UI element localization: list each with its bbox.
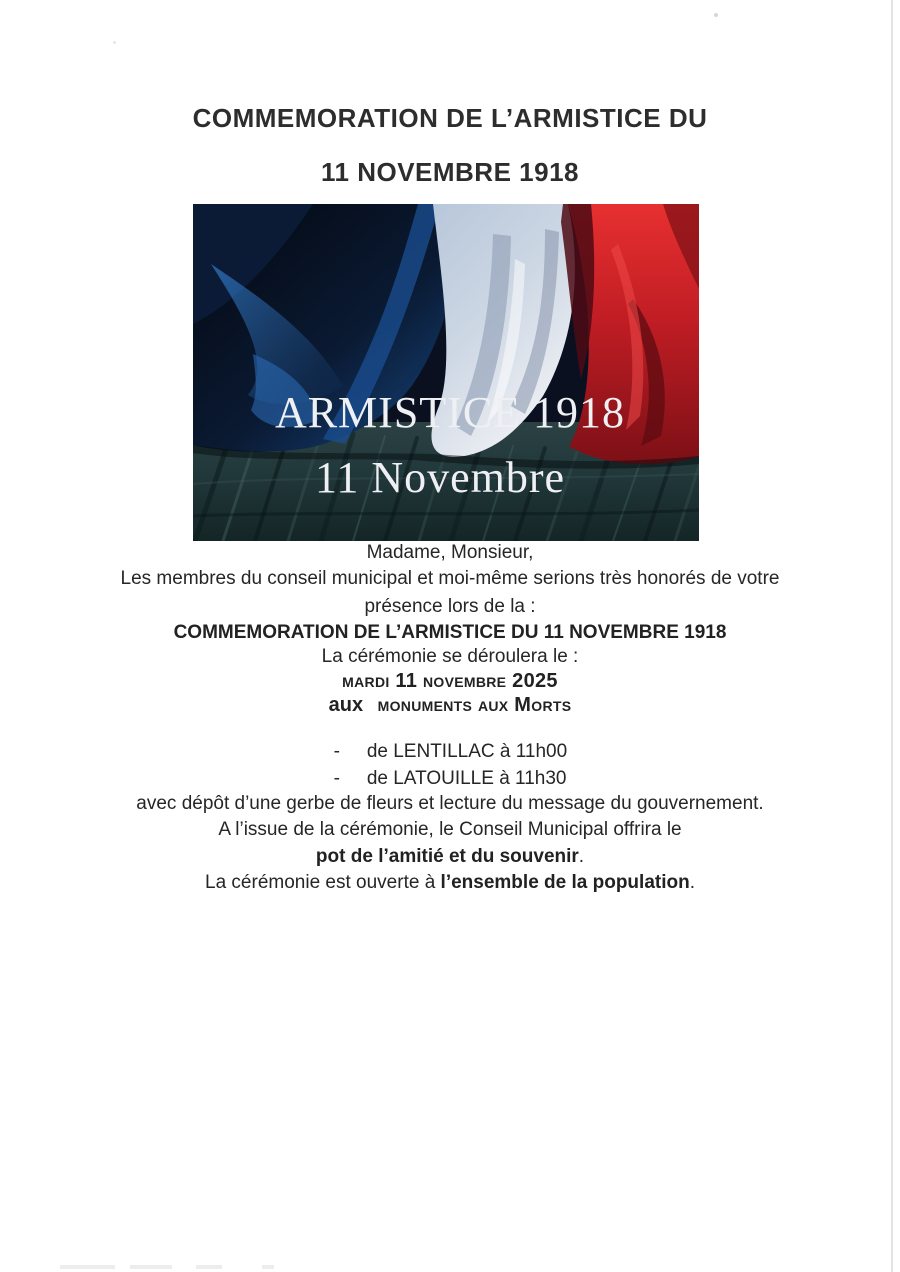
list-item [333, 765, 567, 792]
scan-artifact [196, 1265, 222, 1269]
location-aux: aux [328, 694, 364, 716]
schedule-intro: La cérémonie se déroulera le : [321, 646, 579, 667]
document-header [0, 0, 900, 189]
letter-body [0, 541, 900, 896]
scan-artifact [130, 1265, 172, 1269]
location-latouille: de LATOUILLE à 11h30 [366, 768, 567, 789]
scan-edge-line [891, 0, 893, 1272]
page-title-line1: COMMEMORATION DE L’ARMISTICE DU [192, 103, 708, 133]
scan-artifact [262, 1265, 274, 1269]
issue-line1: A l’issue de la cérémonie, le Conseil Municipal offrira le [218, 819, 682, 840]
issue-line2-bold: pot de l’amitié et du souvenir [315, 846, 579, 867]
scan-speck [714, 13, 718, 17]
page-title-line2: 11 NOVEMBRE 1918 [320, 157, 579, 187]
closing-period: . [689, 872, 695, 893]
flag-photo-graphic [193, 204, 699, 541]
location-list [333, 738, 567, 792]
location-lentillac: de LENTILLAC à 11h00 [366, 741, 568, 762]
intro-line2: présence lors de la : [364, 596, 536, 617]
armistice-flag-photo [193, 204, 699, 541]
scan-artifact [60, 1265, 115, 1269]
intro-paragraph [0, 565, 900, 621]
issue-paragraph [0, 816, 900, 870]
scan-speck [113, 41, 116, 44]
gerbe-paragraph: avec dépôt d’une gerbe de fleurs et lecture du message du gouvernement. [136, 793, 764, 814]
event-title: COMMEMORATION DE L’ARMISTICE DU 11 NOVEMBRE 1918 [173, 622, 727, 643]
photo-overlay-line2: 11 Novembre [314, 453, 566, 502]
issue-line2-period: . [578, 846, 585, 867]
location-place: monuments aux Morts [377, 694, 572, 716]
closing-regular: La cérémonie est ouverte à [205, 872, 441, 893]
list-item [333, 738, 567, 765]
list-dash: - [333, 768, 340, 789]
closing-paragraph [0, 870, 900, 896]
event-date: mardi 11 novembre 2025 [342, 670, 558, 692]
event-location [0, 693, 900, 717]
closing-bold: l’ensemble de la population [440, 872, 690, 893]
list-dash: - [333, 741, 340, 762]
photo-overlay-line1: ARMISTICE 1918 [274, 388, 626, 437]
intro-line1: Les membres du conseil municipal et moi-même serions très honorés de votre [120, 568, 780, 589]
salutation: Madame, Monsieur, [366, 542, 534, 563]
